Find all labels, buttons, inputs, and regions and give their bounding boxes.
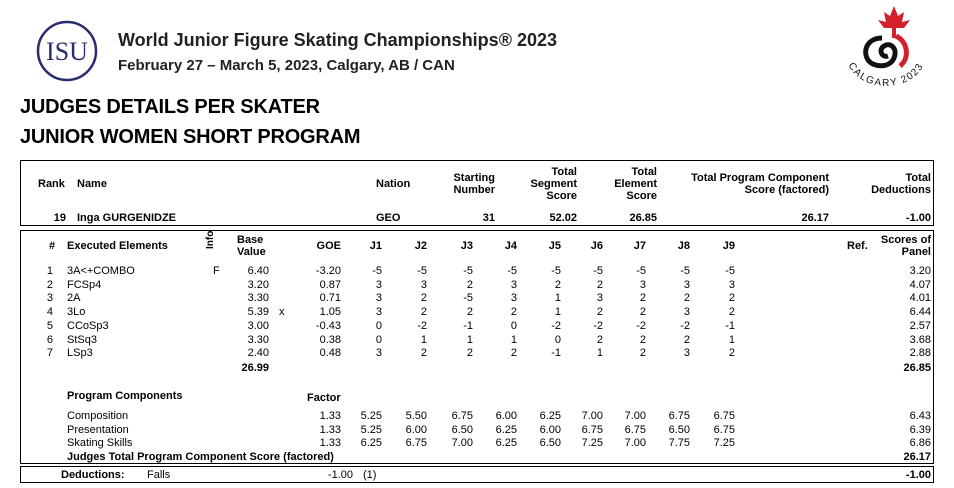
rank-header: Rank	[38, 178, 65, 190]
element-judge-7: 3	[639, 278, 646, 291]
element-base-value: 3.00	[247, 319, 269, 332]
program-components-title: Program Components	[67, 390, 183, 402]
championship-title: World Junior Figure Skating Championships® 2023	[118, 30, 557, 50]
element-judge-5: -1	[551, 347, 561, 360]
scores-header-1: Scores of	[880, 234, 931, 246]
element-judge-4: 1	[510, 333, 517, 346]
element-goe: 0.71	[319, 292, 341, 305]
base-value-header-1: Base	[237, 234, 264, 246]
element-judge-4: 2	[510, 347, 517, 360]
element-judge-8: 3	[683, 306, 690, 319]
element-judge-8: -5	[680, 265, 690, 277]
element-base-value: 5.39	[247, 306, 269, 319]
deductions-header-2: Deductions	[871, 184, 931, 196]
component-judge-1: 5.25	[360, 423, 382, 436]
element-base-value: 3.30	[247, 292, 269, 305]
pcs-total-value: 26.17	[903, 451, 931, 463]
deduction-value: -1.00	[327, 469, 353, 481]
component-judge-8: 6.75	[668, 410, 690, 422]
element-base-value: 3.30	[247, 333, 269, 346]
element-judge-6: 2	[596, 333, 603, 346]
component-judge-5: 6.50	[539, 437, 561, 450]
element-judge-4: 3	[510, 292, 517, 305]
element-judge-8: 3	[683, 278, 690, 291]
component-panel-score: 6.39	[909, 423, 931, 436]
calgary-2023-logo	[838, 2, 934, 88]
element-judge-2: 2	[420, 292, 427, 305]
element-judge-2: 3	[420, 278, 427, 291]
skater-summary-box	[20, 160, 934, 226]
starting-number-header-2: Number	[453, 184, 495, 196]
element-info: F	[213, 265, 220, 277]
element-code: CCoSp3	[67, 319, 109, 332]
element-judge-2: 2	[420, 347, 427, 360]
component-judge-3: 6.50	[451, 423, 473, 436]
component-judge-1: 6.25	[360, 437, 382, 450]
component-judge-3: 6.75	[451, 410, 473, 422]
skater-starting-number: 31	[482, 212, 495, 224]
component-judge-5: 6.25	[539, 410, 561, 422]
element-judge-1: 3	[375, 278, 382, 291]
element-judge-9: -1	[725, 319, 735, 332]
element-judge-5: 0	[554, 333, 561, 346]
element-judge-3: 2	[466, 306, 473, 319]
element-goe: -3.20	[315, 265, 341, 277]
element-judge-5: 1	[554, 306, 561, 319]
element-judge-4: 3	[510, 278, 517, 291]
element-judge-3: -1	[463, 319, 473, 332]
element-base-value: 3.20	[247, 278, 269, 291]
element-judge-7: -5	[636, 265, 646, 277]
isu-logo-text: ISU	[46, 37, 88, 66]
deductions-total: -1.00	[905, 469, 931, 481]
element-code: 3A<+COMBO	[67, 265, 135, 277]
element-bonus-marker: x	[279, 306, 285, 319]
judge-header-8: J8	[677, 240, 690, 252]
component-panel-score: 6.43	[909, 410, 931, 422]
element-judge-7: 2	[639, 292, 646, 305]
element-panel-score: 2.88	[909, 347, 931, 360]
deductions-header-1: Total	[905, 172, 931, 184]
element-judge-9: 2	[728, 306, 735, 319]
element-judge-6: -5	[593, 265, 603, 277]
component-judge-2: 6.00	[405, 423, 427, 436]
component-judge-8: 6.50	[668, 423, 690, 436]
component-judge-6: 7.00	[581, 410, 603, 422]
pcs-header-1: Total Program Component	[691, 172, 829, 184]
element-judge-3: 1	[466, 333, 473, 346]
component-judge-4: 6.25	[495, 437, 517, 450]
element-judge-4: -5	[507, 265, 517, 277]
component-judge-7: 7.00	[624, 410, 646, 422]
element-judge-5: 2	[554, 278, 561, 291]
judge-header-4: J4	[504, 240, 517, 252]
skater-pcs: 26.17	[801, 212, 829, 224]
judge-header-3: J3	[460, 240, 473, 252]
element-panel-score: 3.68	[909, 333, 931, 346]
maple-leaf-icon	[878, 6, 910, 38]
element-judge-3: -5	[463, 292, 473, 305]
judge-header-7: J7	[633, 240, 646, 252]
tss-header-1: Total	[551, 166, 577, 178]
element-goe: 0.87	[319, 278, 341, 291]
isu-logo	[36, 20, 98, 82]
skater-rank: 19	[53, 212, 66, 224]
skater-tss: 52.02	[549, 212, 577, 224]
starting-number-header-1: Starting	[453, 172, 495, 184]
element-judge-5: 1	[554, 292, 561, 305]
base-value-header-2: Value	[237, 246, 266, 258]
pcs-header-2: Score (factored)	[744, 184, 829, 196]
championship-dates: February 27 – March 5, 2023, Calgary, AB / CAN	[118, 57, 455, 74]
skater-nation: GEO	[376, 212, 401, 224]
name-header: Name	[77, 178, 107, 190]
component-judge-9: 6.75	[713, 423, 735, 436]
element-judge-8: 3	[683, 347, 690, 360]
elements-score-total: 26.85	[903, 362, 931, 374]
element-num: 5	[46, 319, 53, 332]
element-num: 7	[46, 347, 53, 360]
element-judge-2: -5	[417, 265, 427, 277]
element-panel-score: 3.20	[909, 265, 931, 277]
element-judge-5: -2	[551, 319, 561, 332]
goe-header: GOE	[316, 240, 341, 252]
skater-deductions: -1.00	[905, 212, 931, 224]
element-panel-score: 4.01	[909, 292, 931, 305]
tes-header-3: Score	[626, 190, 657, 202]
judge-header-9: J9	[722, 240, 735, 252]
element-code: 2A	[67, 292, 81, 305]
element-judge-3: 2	[466, 278, 473, 291]
element-num-header: #	[49, 240, 56, 252]
element-judge-2: 2	[420, 306, 427, 319]
component-judge-9: 7.25	[713, 437, 735, 450]
element-judge-1: 3	[375, 347, 382, 360]
element-judge-2: -2	[417, 319, 427, 332]
element-judge-6: 3	[596, 292, 603, 305]
pcs-total-label: Judges Total Program Component Score (factored)	[67, 451, 334, 463]
component-factor: 1.33	[319, 437, 341, 450]
element-num: 6	[46, 333, 53, 346]
component-judge-7: 6.75	[624, 423, 646, 436]
scores-header-2: Panel	[901, 246, 931, 258]
element-judge-9: 3	[728, 278, 735, 291]
component-judge-3: 7.00	[451, 437, 473, 450]
element-judge-1: 3	[375, 292, 382, 305]
element-judge-9: 1	[728, 333, 735, 346]
element-base-value: 2.40	[247, 347, 269, 360]
deduction-type: Falls	[147, 469, 171, 481]
element-judge-7: -2	[636, 319, 646, 332]
tes-header-1: Total	[631, 166, 657, 178]
tss-header-2: Segment	[530, 178, 577, 190]
component-factor: 1.33	[319, 423, 341, 436]
component-name: Skating Skills	[67, 437, 133, 450]
component-judge-2: 6.75	[405, 437, 427, 450]
element-goe: -0.43	[315, 319, 341, 332]
element-judge-8: 2	[683, 333, 690, 346]
element-judge-7: 2	[639, 347, 646, 360]
element-code: LSp3	[67, 347, 93, 360]
element-panel-score: 4.07	[909, 278, 931, 291]
deductions-label: Deductions:	[61, 469, 125, 481]
calgary-logo-text: CALGARY 2023	[845, 60, 927, 88]
judge-header-5: J5	[548, 240, 561, 252]
component-name: Presentation	[67, 423, 129, 436]
element-judge-1: -5	[372, 265, 382, 277]
element-judge-6: -2	[593, 319, 603, 332]
skater-name: Inga GURGENIDZE	[77, 212, 177, 224]
element-judge-6: 2	[596, 306, 603, 319]
nation-header: Nation	[376, 178, 411, 190]
tes-header-2: Element	[614, 178, 657, 190]
component-panel-score: 6.86	[909, 437, 931, 450]
element-num: 3	[46, 292, 53, 305]
element-goe: 1.05	[319, 306, 341, 319]
factor-header: Factor	[307, 392, 341, 404]
element-judge-1: 3	[375, 306, 382, 319]
judges-details-box	[20, 230, 934, 464]
element-judge-5: -5	[551, 265, 561, 277]
element-goe: 0.48	[319, 347, 341, 360]
component-name: Composition	[67, 410, 129, 422]
element-judge-7: 2	[639, 306, 646, 319]
segment-title: JUNIOR WOMEN SHORT PROGRAM	[20, 126, 361, 148]
element-judge-7: 2	[639, 333, 646, 346]
element-judge-1: 0	[375, 319, 382, 332]
skater-tes: 26.85	[629, 212, 657, 224]
element-judge-1: 0	[375, 333, 382, 346]
element-judge-4: 2	[510, 306, 517, 319]
ref-header: Ref.	[847, 240, 868, 252]
component-judge-8: 7.75	[668, 437, 690, 450]
element-num: 2	[46, 278, 53, 291]
element-name-header: Executed Elements	[67, 240, 168, 252]
judge-header-1: J1	[369, 240, 382, 252]
tss-header-3: Score	[546, 190, 577, 202]
component-judge-4: 6.25	[495, 423, 517, 436]
judge-header-6: J6	[590, 240, 603, 252]
element-judge-9: 2	[728, 292, 735, 305]
component-judge-9: 6.75	[713, 410, 735, 422]
deductions-box	[20, 466, 934, 483]
element-base-value: 6.40	[247, 265, 269, 277]
component-judge-2: 5.50	[405, 410, 427, 422]
element-panel-score: 6.44	[909, 306, 931, 319]
element-judge-9: -5	[725, 265, 735, 277]
element-judge-8: 2	[683, 292, 690, 305]
element-judge-3: 2	[466, 347, 473, 360]
report-title: JUDGES DETAILS PER SKATER	[20, 96, 320, 118]
element-judge-9: 2	[728, 347, 735, 360]
element-num: 1	[46, 265, 53, 277]
element-panel-score: 2.57	[909, 319, 931, 332]
element-judge-6: 2	[596, 278, 603, 291]
element-judge-8: -2	[680, 319, 690, 332]
element-judge-2: 1	[420, 333, 427, 346]
component-judge-1: 5.25	[360, 410, 382, 422]
element-goe: 0.38	[319, 333, 341, 346]
element-judge-6: 1	[596, 347, 603, 360]
component-factor: 1.33	[319, 410, 341, 422]
component-judge-6: 7.25	[581, 437, 603, 450]
element-judge-4: 0	[510, 319, 517, 332]
info-header: Info	[205, 230, 216, 249]
element-judge-3: -5	[463, 265, 473, 277]
component-judge-6: 6.75	[581, 423, 603, 436]
judge-header-2: J2	[414, 240, 427, 252]
element-code: FCSp4	[67, 278, 102, 291]
component-judge-5: 6.00	[539, 423, 561, 436]
deduction-count: (1)	[363, 469, 377, 481]
element-code: StSq3	[67, 333, 97, 346]
component-judge-4: 6.00	[495, 410, 517, 422]
component-judge-7: 7.00	[624, 437, 646, 450]
base-value-total: 26.99	[241, 362, 269, 374]
element-code: 3Lo	[67, 306, 86, 319]
element-num: 4	[46, 306, 53, 319]
